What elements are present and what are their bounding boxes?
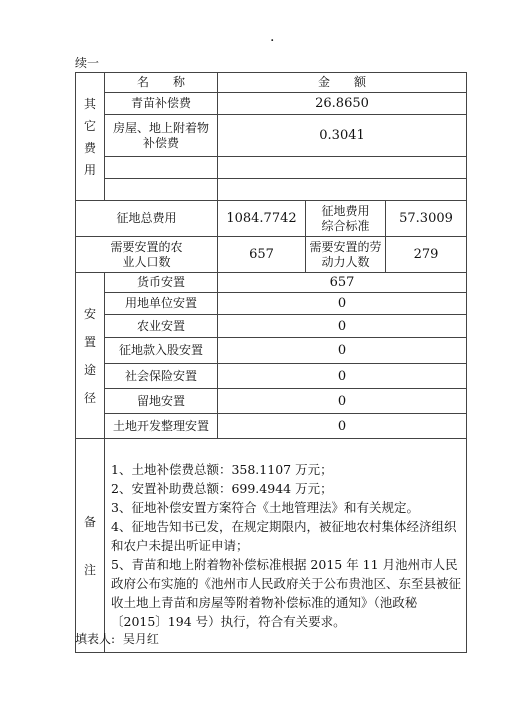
fee-amount: 26.8650 — [218, 93, 467, 115]
resettlement-value: 0 — [218, 315, 467, 338]
fee-amount-empty — [218, 179, 467, 201]
total-cost-label: 征地总费用 — [76, 201, 218, 237]
total-cost-value: 1084.7742 — [218, 201, 306, 237]
resettlement-name: 留地安置 — [105, 389, 218, 414]
resettlement-name: 货币安置 — [105, 273, 218, 293]
header-amount: 金 额 — [218, 73, 467, 93]
labor-value: 279 — [386, 237, 467, 273]
land-requisition-table — [75, 72, 467, 653]
resettlement-value: 0 — [218, 414, 467, 439]
resettlement-value: 0 — [218, 338, 467, 364]
remark-line: 5、青苗和地上附着物补偿标准根据 2015 年 11 月池州市人民政府公布实施的《池州市人民政府关于公布贵池区、东至县被征收土地上青苗和房屋等附着物补偿标准的通知》（池政秘〔2015〕194 号）执行，符合有关要求。 — [111, 557, 462, 629]
filler-line — [75, 630, 159, 647]
resettlement-name: 用地单位安置 — [105, 293, 218, 315]
resettlement-name: 征地款入股安置 — [105, 338, 218, 364]
resettlement-section-label: 安 置 途 径 — [76, 273, 105, 439]
standard-value: 57.3009 — [386, 201, 467, 237]
fee-amount: 0.3041 — [218, 115, 467, 157]
fee-name: 房屋、地上附着物补偿费 — [105, 115, 218, 157]
resettlement-value: 657 — [218, 273, 467, 293]
filler-name: 吴月红 — [122, 632, 159, 646]
remarks-content — [105, 439, 467, 653]
resettlement-value: 0 — [218, 293, 467, 315]
agri-pop-value: 657 — [218, 237, 306, 273]
resettlement-value: 0 — [218, 389, 467, 414]
continued-label: 续一 — [75, 56, 100, 70]
remarks-section-label: 备 注 — [76, 439, 105, 653]
fee-amount-empty — [218, 157, 467, 179]
remark-line: 1、土地补偿费总额：358.1107 万元； — [111, 462, 333, 477]
resettlement-name: 农业安置 — [105, 315, 218, 338]
remark-line: 4、征地告知书已发，在规定期限内，被征地农村集体经济组织和农户未提出听证申请； — [111, 519, 457, 553]
resettlement-name: 社会保险安置 — [105, 364, 218, 389]
header-name: 名 称 — [105, 73, 218, 93]
labor-label: 需要安置的劳动力人数 — [306, 237, 386, 273]
remark-line: 3、征地补偿安置方案符合《土地管理法》和有关规定。 — [111, 500, 419, 515]
fee-name-empty — [105, 157, 218, 179]
standard-label: 征地费用综合标准 — [306, 201, 386, 237]
agri-pop-label: 需要安置的农业人口数 — [76, 237, 218, 273]
fee-name-empty — [105, 179, 218, 201]
filler-label: 填表人: — [75, 632, 116, 646]
page-mark: . — [270, 29, 275, 45]
resettlement-value: 0 — [218, 364, 467, 389]
other-fees-section-label: 其 它 费 用 — [76, 73, 105, 201]
remark-line: 2、安置补助费总额：699.4944 万元； — [111, 481, 333, 496]
resettlement-name: 土地开发整理安置 — [105, 414, 218, 439]
fee-name: 青苗补偿费 — [105, 93, 218, 115]
